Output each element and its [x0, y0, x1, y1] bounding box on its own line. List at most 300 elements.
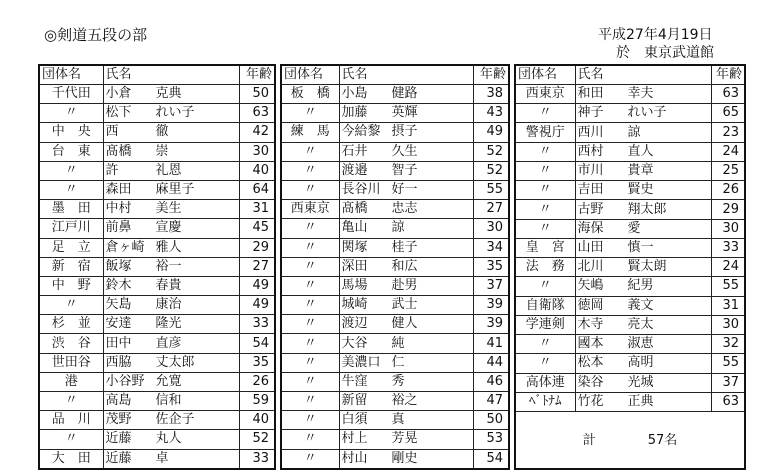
name-cell: [103, 430, 239, 449]
age-cell: 42: [239, 123, 275, 142]
family-name: 加藤: [341, 105, 368, 121]
given-name: 允寛: [155, 373, 182, 389]
family-name: 近藤: [105, 450, 132, 466]
age-cell: 49: [239, 296, 275, 315]
org-cell: 中 野: [39, 276, 103, 295]
given-name: 芳晃: [391, 431, 418, 447]
given-name: 翔太郎: [627, 201, 667, 217]
family-name: 美濃口: [341, 354, 381, 370]
name-cell: [103, 180, 239, 199]
given-name: 雅人: [155, 239, 182, 255]
org-cell: 江戸川: [39, 219, 103, 238]
table-row: [39, 334, 275, 353]
org-cell: 品 川: [39, 411, 103, 430]
table-row: [39, 123, 275, 142]
name-cell: [575, 335, 711, 354]
age-cell: 32: [711, 335, 745, 354]
given-name: 和広: [391, 258, 418, 274]
age-cell: 52: [239, 430, 275, 449]
org-cell: 練 馬: [281, 123, 339, 142]
org-cell: 〃: [281, 372, 339, 391]
age-cell: 65: [711, 104, 745, 123]
org-cell: 〃: [281, 449, 339, 469]
family-name: 木寺: [577, 316, 604, 332]
given-name: 英輝: [391, 105, 418, 121]
family-name: 中村: [105, 201, 132, 217]
table-row: [281, 372, 509, 391]
column-header-org: 団体名: [515, 65, 575, 85]
family-name: 今給黎: [341, 124, 381, 140]
name-cell: [575, 219, 711, 238]
given-name: 好一: [391, 182, 418, 198]
table-row: [39, 296, 275, 315]
given-name: 丸人: [155, 431, 182, 447]
org-cell: 〃: [281, 180, 339, 199]
table-row: [39, 372, 275, 391]
family-name: 北川: [577, 259, 604, 275]
org-cell: 〃: [281, 315, 339, 334]
family-name: 安達: [105, 316, 132, 332]
table-row: [515, 104, 745, 123]
table-row: [281, 276, 509, 295]
age-cell: 50: [239, 85, 275, 104]
name-cell: [103, 392, 239, 411]
family-name: 村上: [341, 431, 368, 447]
name-cell: [575, 277, 711, 296]
age-cell: 31: [711, 296, 745, 315]
age-cell: 24: [711, 258, 745, 277]
age-cell: 49: [239, 276, 275, 295]
name-cell: [339, 257, 473, 276]
summary-cell: [515, 412, 745, 469]
given-name: 卓: [155, 450, 169, 466]
table-row: [281, 85, 509, 104]
age-cell: 64: [239, 180, 275, 199]
family-name: 西村: [577, 143, 604, 159]
name-cell: [339, 180, 473, 199]
name-cell: [339, 238, 473, 257]
org-cell: 自衛隊: [515, 296, 575, 315]
table-row: [39, 219, 275, 238]
age-cell: 23: [711, 123, 745, 142]
given-name: 愛: [627, 220, 641, 236]
given-name: 諒: [627, 124, 641, 140]
age-cell: 27: [239, 257, 275, 276]
family-name: 村山: [341, 450, 368, 466]
given-name: 康治: [155, 297, 182, 313]
table-row: [515, 335, 745, 354]
name-cell: [339, 276, 473, 295]
table-row: [515, 373, 745, 392]
org-cell: 〃: [515, 219, 575, 238]
age-cell: 33: [239, 449, 275, 469]
org-cell: 〃: [281, 430, 339, 449]
family-name: 古野: [577, 201, 604, 217]
name-cell: [575, 296, 711, 315]
table-row: [515, 200, 745, 219]
table-row: [515, 161, 745, 180]
family-name: 市川: [577, 163, 604, 179]
age-cell: 41: [473, 334, 509, 353]
age-cell: 54: [473, 449, 509, 469]
header-row: [39, 65, 275, 85]
org-cell: 〃: [39, 180, 103, 199]
given-name: 幸夫: [627, 86, 654, 102]
name-cell: [103, 200, 239, 219]
age-cell: 55: [711, 354, 745, 373]
family-name: 長谷川: [341, 182, 381, 198]
name-cell: [339, 142, 473, 161]
age-cell: 35: [473, 257, 509, 276]
org-cell: 〃: [39, 430, 103, 449]
org-cell: 〃: [515, 335, 575, 354]
family-name: 山田: [577, 239, 604, 255]
given-name: 佐企子: [155, 412, 195, 428]
age-cell: 37: [711, 373, 745, 392]
given-name: 崇: [155, 143, 169, 159]
org-cell: 墨 田: [39, 200, 103, 219]
table-row: [281, 257, 509, 276]
family-name: 田中: [105, 335, 132, 351]
org-cell: 西東京: [515, 85, 575, 104]
given-name: 賢太朗: [627, 259, 667, 275]
given-name: 仁: [391, 354, 405, 370]
table-row: [515, 181, 745, 200]
table-row: [39, 353, 275, 372]
name-cell: [575, 258, 711, 277]
family-name: 徳岡: [577, 297, 604, 313]
age-cell: 26: [239, 372, 275, 391]
given-name: 剛史: [391, 450, 418, 466]
given-name: 直人: [627, 143, 654, 159]
org-cell: 〃: [39, 161, 103, 180]
table-row: [281, 238, 509, 257]
page-title: ◎剣道五段の部: [44, 26, 148, 44]
family-name: 大谷: [341, 335, 368, 351]
family-name: 白須: [341, 412, 368, 428]
age-cell: 54: [239, 334, 275, 353]
name-cell: [103, 353, 239, 372]
given-name: 賢史: [627, 182, 654, 198]
age-cell: 37: [473, 276, 509, 295]
table-row: [281, 411, 509, 430]
age-cell: 30: [239, 142, 275, 161]
age-cell: 24: [711, 142, 745, 161]
given-name: 亮太: [627, 316, 654, 332]
given-name: 丈太郎: [155, 354, 195, 370]
age-cell: 52: [473, 142, 509, 161]
name-cell: [339, 315, 473, 334]
age-cell: 40: [239, 161, 275, 180]
family-name: 森田: [105, 182, 132, 198]
given-name: 信和: [155, 393, 182, 409]
given-name: 裕之: [391, 393, 418, 409]
name-cell: [103, 123, 239, 142]
name-cell: [339, 85, 473, 104]
family-name: 西: [105, 124, 119, 140]
summary-label: 計: [582, 432, 596, 448]
column-header-age: 年齢: [473, 65, 509, 85]
age-cell: 33: [239, 315, 275, 334]
name-cell: [339, 430, 473, 449]
name-cell: [339, 296, 473, 315]
given-name: 麻里子: [155, 182, 195, 198]
column-header-name: 氏名: [339, 65, 473, 85]
age-cell: 39: [473, 315, 509, 334]
table-row: [515, 219, 745, 238]
org-cell: 〃: [281, 257, 339, 276]
org-cell: 〃: [39, 392, 103, 411]
table-row: [515, 277, 745, 296]
org-cell: 世田谷: [39, 353, 103, 372]
org-cell: 皇 宮: [515, 238, 575, 257]
family-name: 髙橋: [341, 201, 368, 217]
org-cell: 港: [39, 372, 103, 391]
name-cell: [339, 104, 473, 123]
column-header-org: 団体名: [281, 65, 339, 85]
name-cell: [339, 161, 473, 180]
org-cell: 〃: [281, 142, 339, 161]
age-cell: 35: [239, 353, 275, 372]
given-name: 隆光: [155, 316, 182, 332]
name-cell: [103, 238, 239, 257]
org-cell: 高体連: [515, 373, 575, 392]
org-cell: 〃: [39, 296, 103, 315]
given-name: 光城: [627, 374, 654, 390]
org-cell: 〃: [281, 334, 339, 353]
family-name: 小島: [341, 86, 368, 102]
family-name: 鈴木: [105, 277, 132, 293]
given-name: 諒: [391, 220, 405, 236]
family-name: 亀山: [341, 220, 368, 236]
name-cell: [339, 411, 473, 430]
age-cell: 30: [473, 219, 509, 238]
name-cell: [339, 334, 473, 353]
family-name: 牛窪: [341, 373, 368, 389]
family-name: 松本: [577, 355, 604, 371]
org-cell: 渋 谷: [39, 334, 103, 353]
table-row: [515, 258, 745, 277]
table-row: [39, 315, 275, 334]
age-cell: 55: [473, 180, 509, 199]
org-cell: 〃: [515, 354, 575, 373]
family-name: 小倉: [105, 86, 132, 102]
org-cell: 〃: [515, 181, 575, 200]
given-name: 直彦: [155, 335, 182, 351]
age-cell: 39: [473, 296, 509, 315]
given-name: 健路: [391, 86, 418, 102]
org-cell: 千代田: [39, 85, 103, 104]
age-cell: 29: [239, 238, 275, 257]
family-name: 茂野: [105, 412, 132, 428]
name-cell: [575, 238, 711, 257]
name-cell: [103, 276, 239, 295]
age-cell: 25: [711, 161, 745, 180]
table-row: [515, 238, 745, 257]
table-row: [515, 296, 745, 315]
family-name: 竹花: [577, 393, 604, 409]
name-cell: [339, 372, 473, 391]
org-cell: 〃: [515, 161, 575, 180]
family-name: 吉田: [577, 182, 604, 198]
family-name: 石井: [341, 143, 368, 159]
age-cell: 47: [473, 392, 509, 411]
org-cell: 〃: [281, 104, 339, 123]
family-name: 和田: [577, 86, 604, 102]
org-cell: 〃: [515, 200, 575, 219]
given-name: 純: [391, 335, 405, 351]
name-cell: [575, 200, 711, 219]
family-name: 倉ヶ崎: [105, 239, 145, 255]
given-name: 忠志: [391, 201, 418, 217]
header-row: [515, 65, 745, 85]
family-name: 高島: [105, 393, 132, 409]
age-cell: 63: [711, 85, 745, 104]
name-cell: [103, 161, 239, 180]
org-cell: 〃: [281, 219, 339, 238]
given-name: 義文: [627, 297, 654, 313]
given-name: 慎一: [627, 239, 654, 255]
name-cell: [339, 392, 473, 411]
family-name: 許: [105, 162, 119, 178]
name-cell: [103, 372, 239, 391]
table-row: [281, 334, 509, 353]
age-cell: 27: [473, 200, 509, 219]
given-name: 美生: [155, 201, 182, 217]
org-cell: 警視庁: [515, 123, 575, 142]
given-name: 紀男: [627, 278, 654, 294]
given-name: 高明: [627, 355, 654, 371]
given-name: 貴章: [627, 163, 654, 179]
age-cell: 30: [711, 315, 745, 334]
table-row: [281, 123, 509, 142]
org-cell: 西東京: [281, 200, 339, 219]
name-cell: [103, 85, 239, 104]
header-row: [281, 65, 509, 85]
org-cell: 〃: [281, 161, 339, 180]
column-header-org: 団体名: [39, 65, 103, 85]
given-name: 徹: [155, 124, 169, 140]
family-name: 城崎: [341, 297, 368, 313]
given-name: 健人: [391, 316, 418, 332]
org-cell: 台 東: [39, 142, 103, 161]
age-cell: 63: [239, 104, 275, 123]
family-name: 渡辺: [341, 316, 368, 332]
table-row: [515, 123, 745, 142]
family-name: 矢島: [105, 297, 132, 313]
table-row: [39, 161, 275, 180]
name-cell: [575, 142, 711, 161]
org-cell: 〃: [281, 411, 339, 430]
name-cell: [339, 123, 473, 142]
column-header-age: 年齢: [711, 65, 745, 85]
summary-row: [515, 412, 745, 469]
event-date: 平成27年4月19日: [598, 27, 713, 43]
age-cell: 31: [239, 200, 275, 219]
table-row: [281, 353, 509, 372]
table-row: [281, 180, 509, 199]
family-name: 松下: [105, 105, 132, 121]
table-row: [39, 430, 275, 449]
age-cell: 40: [239, 411, 275, 430]
org-cell: 足 立: [39, 238, 103, 257]
table-row: [281, 430, 509, 449]
given-name: れい子: [627, 105, 667, 121]
age-cell: 53: [473, 430, 509, 449]
family-name: 髙橋: [105, 143, 132, 159]
age-cell: 43: [473, 104, 509, 123]
given-name: 淑恵: [627, 336, 654, 352]
org-cell: 〃: [281, 276, 339, 295]
name-cell: [575, 181, 711, 200]
org-cell: 〃: [515, 142, 575, 161]
given-name: 礼恩: [155, 162, 182, 178]
table-row: [39, 104, 275, 123]
column-header-name: 氏名: [103, 65, 239, 85]
table-row: [515, 142, 745, 161]
table-row: [281, 392, 509, 411]
age-cell: 44: [473, 353, 509, 372]
table-row: [39, 392, 275, 411]
name-cell: [575, 392, 711, 411]
family-name: 西脇: [105, 354, 132, 370]
table-row: [281, 161, 509, 180]
table-row: [281, 104, 509, 123]
org-cell: 大 田: [39, 449, 103, 469]
roster-tables: [38, 64, 746, 470]
org-cell: 〃: [281, 238, 339, 257]
table-row: [515, 85, 745, 104]
name-cell: [103, 296, 239, 315]
age-cell: 46: [473, 372, 509, 391]
name-cell: [103, 142, 239, 161]
table-row: [281, 315, 509, 334]
age-cell: 59: [239, 392, 275, 411]
name-cell: [103, 104, 239, 123]
column-header-name: 氏名: [575, 65, 711, 85]
roster-table-3: [514, 64, 746, 470]
table-row: [281, 219, 509, 238]
name-cell: [575, 104, 711, 123]
name-cell: [575, 373, 711, 392]
table-row: [39, 85, 275, 104]
family-name: 海保: [577, 220, 604, 236]
given-name: れい子: [155, 105, 195, 121]
given-name: 桂子: [391, 239, 418, 255]
given-name: 宣慶: [155, 220, 182, 236]
given-name: 秀: [391, 373, 405, 389]
given-name: 真: [391, 412, 405, 428]
age-cell: 26: [711, 181, 745, 200]
org-cell: 新 宿: [39, 257, 103, 276]
org-cell: 〃: [39, 104, 103, 123]
name-cell: [103, 315, 239, 334]
family-name: 神子: [577, 105, 604, 121]
family-name: 馬場: [341, 277, 368, 293]
age-cell: 34: [473, 238, 509, 257]
age-cell: 49: [473, 123, 509, 142]
org-cell: 中 央: [39, 123, 103, 142]
family-name: 小谷野: [105, 373, 145, 389]
name-cell: [575, 123, 711, 142]
age-cell: 52: [473, 161, 509, 180]
table-row: [281, 200, 509, 219]
table-row: [39, 276, 275, 295]
age-cell: 50: [473, 411, 509, 430]
age-cell: 45: [239, 219, 275, 238]
summary-total: 57名: [647, 432, 678, 448]
org-cell: ﾍﾞﾄﾅﾑ: [515, 392, 575, 411]
